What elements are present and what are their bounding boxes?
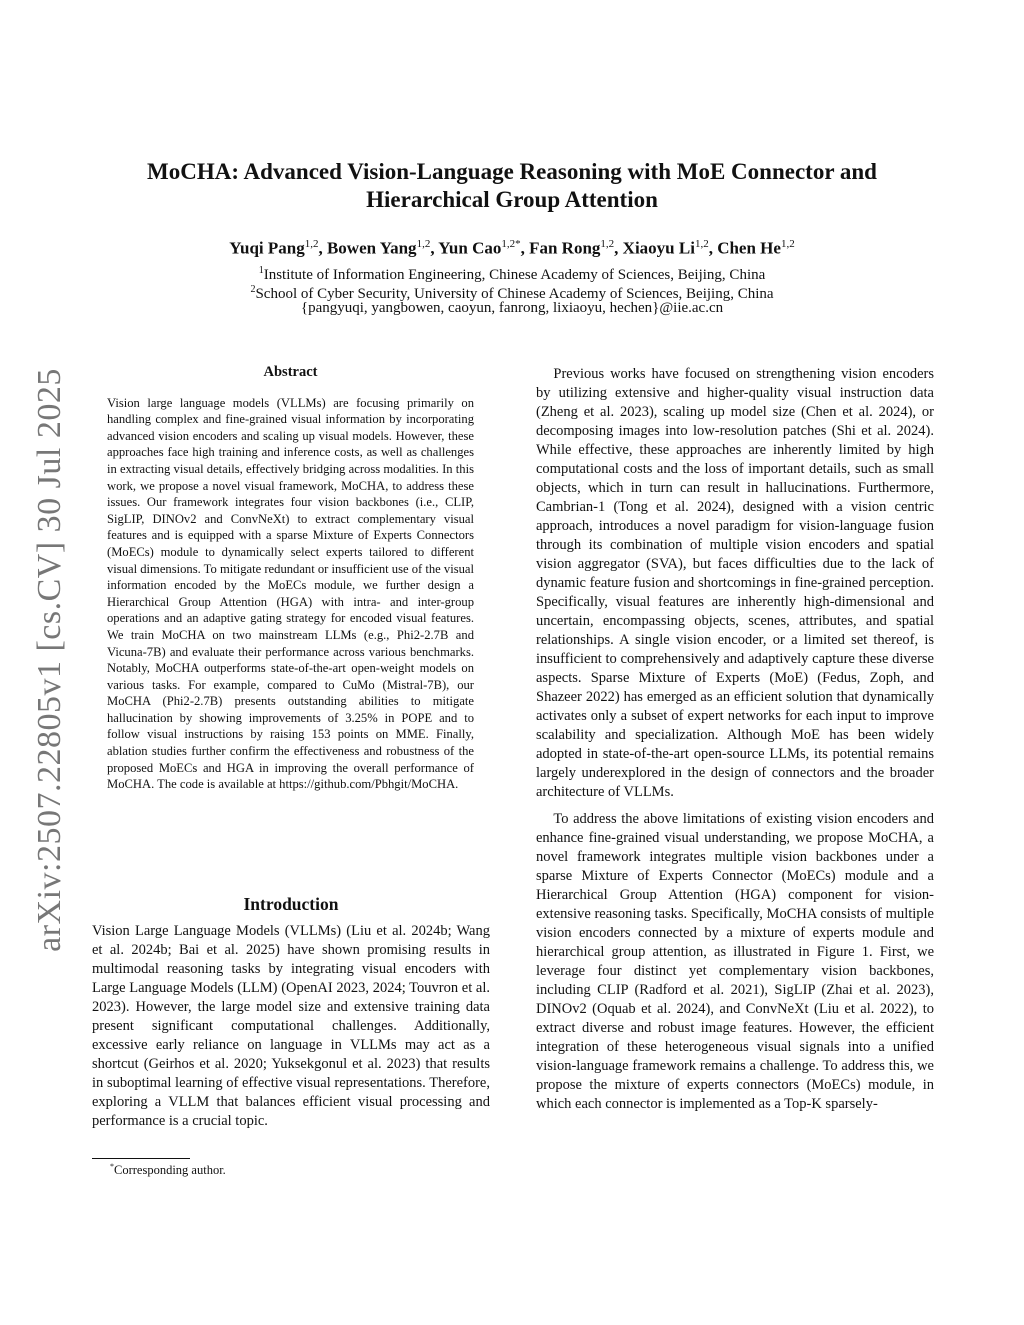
introduction-heading: Introduction xyxy=(243,894,339,914)
affiliation-text: Institute of Information Engineering, Chinese Academy of Sciences, Beijing, China xyxy=(263,267,766,283)
author-affiliation-marker: 1,2 xyxy=(416,238,431,250)
abstract-text: Vision large language models (VLLMs) are focusing primarily on handling complex and fine-grained visual information by incorporating advanced vision encoders and scaling up visual models. However, these approaches face high training and inference costs, as well as challenges in extracting visual details, effectively bridging across modalities. In this work, we propose a novel visual framework, MoCHA, to address these issues. Our framework integrates four vision backbones (i.e., CLIP, SigLIP, DINOv2 and ConvNeXt) to extract complementary visual features and is equipped with a sparse Mixture of Experts Connectors (MoECs) module to dynamically select experts tailored to different visual dimensions. To mitigate redundant or insufficient use of the visual information encoded by the MoECs module, we further design a Hierarchical Group Attention (HGA) with intra- and inter-group operations and an adaptive gating strategy for encoded visual features. We train MoCHA on two mainstream LLMs (e.g., Phi2-2.7B and Vicuna-7B) and evaluate their performance across various benchmarks. Notably, MoCHA outperforms state-of-the-art open-weight models on various tasks. For example, compared to CuMo (Mistral-7B), our MoCHA (Phi2-2.7B) presents outstanding abilities to mitigate hallucination by showing improvements of 3.25% in POPE and to follow visual instructions by raising 153 points on MME. Finally, ablation studies further confirm the effectiveness and robustness of the proposed MoECs and HGA in improving the overall performance of MoCHA. The code is available at https://github.com/Pbhgit/MoCHA. xyxy=(107,395,474,792)
author-affiliation-marker: 1,2* xyxy=(501,238,521,250)
affiliation-marker: 2 xyxy=(250,284,256,295)
author-name: Xiaoyu Li xyxy=(622,238,695,258)
author-separator: , xyxy=(708,238,718,258)
footnote-text: Corresponding author. xyxy=(114,1163,226,1178)
author-name: Fan Rong xyxy=(529,238,601,258)
author-name: Chen He xyxy=(717,238,781,258)
author-separator: , xyxy=(430,238,439,258)
body-paragraph: To address the above limitations of existing vision encoders and enhance fine-grained visual understanding, we propose MoCHA, a novel framework integrates multiple vision backbones under a sparse Mixture of Experts Connector (MoECs) module and a Hierarchical Group Attention (HGA) component for vision-extensive reasoning tasks. Specifically, MoCHA consists of multiple vision encoders connected by a mixture of experts module and hierarchical group attention, as illustrated in Figure 1. First, we leverage four distinct yet complementary vision backbones, including CLIP (Radford et al. 2021), SigLIP (Zhai et al. 2023), DINOv2 (Oquab et al. 2024), and ConvNeXt (Liu et al. 2022), to extract diverse and robust image features. However, the efficient integration of these heterogeneous visual signals into a unified vision-language framework remains a challenge. To address this, we propose the mixture of experts connectors (MoECs) module, in which each connector is implemented as a Top-K sparsely- xyxy=(536,811,934,1112)
author-name: Bowen Yang xyxy=(326,238,417,258)
introduction-paragraph: Vision Large Language Models (VLLMs) (Liu et al. 2024b; Wang et al. 2024b; Bai et al. 2025) have shown promising results in multimodal reasoning tasks by integrating visual encoders with Large Language Models (LLM) (OpenAI 2023, 2024; Touvron et al. 2023). However, the large model size and extensive training data present significant computational challenges. Additionally, excessive early reliance on language in VLLMs may act as a shortcut (Geirhos et al. 2020; Yuksekgonul et al. 2023) that results in suboptimal learning of effective visual representations. Therefore, exploring a VLLM that balances efficient visual processing and performance is a crucial topic. xyxy=(92,923,490,1129)
author-affiliation-marker: 1,2 xyxy=(694,238,709,250)
author-separator: , xyxy=(520,238,530,258)
author-emails: {pangyuqi, yangbowen, caoyun, fanrong, lixiaoyu, hechen}@iie.ac.cn xyxy=(300,300,724,316)
arxiv-identifier: arXiv:2507.22805v1 [cs.CV] 30 Jul 2025 xyxy=(31,368,68,952)
body-paragraph: Previous works have focused on strengthening vision encoders by utilizing extensive and higher-quality visual instruction data (Zheng et al. 2023), scaling up model size (Chen et al. 2024), or decomposing images into low-resolution patches (Shi et al. 2024). While effective, these approaches are inherently limited by high computational costs and the loss of important details, such as small objects, which in turn can result in hallucinations. Furthermore, Cambrian-1 (Tong et al. 2024), designed with a vision centric approach, introduces a novel paradigm for vision-language fusion through its combination of multiple vision encoders and spatial vision aggregator (SVA), but faces difficulties due to the lack of dynamic feature fusion and shortcomings in fine-grained perception. Specifically, visual features are inherently high-dimensional and uncertain, encompassing objects, scenes, attributes, and spatial relationships. A single vision encoder, or a limited set thereof, is insufficient to comprehensively and adaptively capture these diverse aspects. Sparse Mixture of Experts (MoE) (Fedus, Zoph, and Shazeer 2022) has emerged as an efficient solution that dynamically activates only a subset of expert networks for each input to improve scalability and specialization. Although MoE has been widely adopted in state-of-the-art open-source LLMs, its potential remains largely underexplored in the design of connectors and the broader architecture of VLLMs. xyxy=(536,366,934,800)
author-separator: , xyxy=(614,238,623,258)
footnote xyxy=(110,1162,226,1178)
author-name: Yuqi Pang xyxy=(229,238,305,258)
affiliation-text: School of Cyber Security, University of Chinese Academy of Sciences, Beijing, China xyxy=(255,286,774,302)
author-affiliation-marker: 1,2 xyxy=(780,238,795,250)
right-column xyxy=(536,365,934,1114)
footnote-divider xyxy=(92,1158,190,1159)
introduction-section xyxy=(92,922,490,1131)
author-list xyxy=(90,232,934,261)
paper-title: MoCHA: Advanced Vision-Language Reasoning with MoE Connector and Hierarchical Group Attention xyxy=(147,159,877,212)
abstract-section xyxy=(107,364,474,793)
affiliation-marker: 1 xyxy=(258,265,264,276)
author-affiliation-marker: 1,2 xyxy=(304,238,319,250)
author-affiliation-marker: 1,2 xyxy=(600,238,615,250)
footnote-marker: * xyxy=(110,1162,114,1171)
author-name: Yun Cao xyxy=(438,238,502,258)
abstract-heading: Abstract xyxy=(263,364,318,380)
author-separator: , xyxy=(318,238,327,258)
